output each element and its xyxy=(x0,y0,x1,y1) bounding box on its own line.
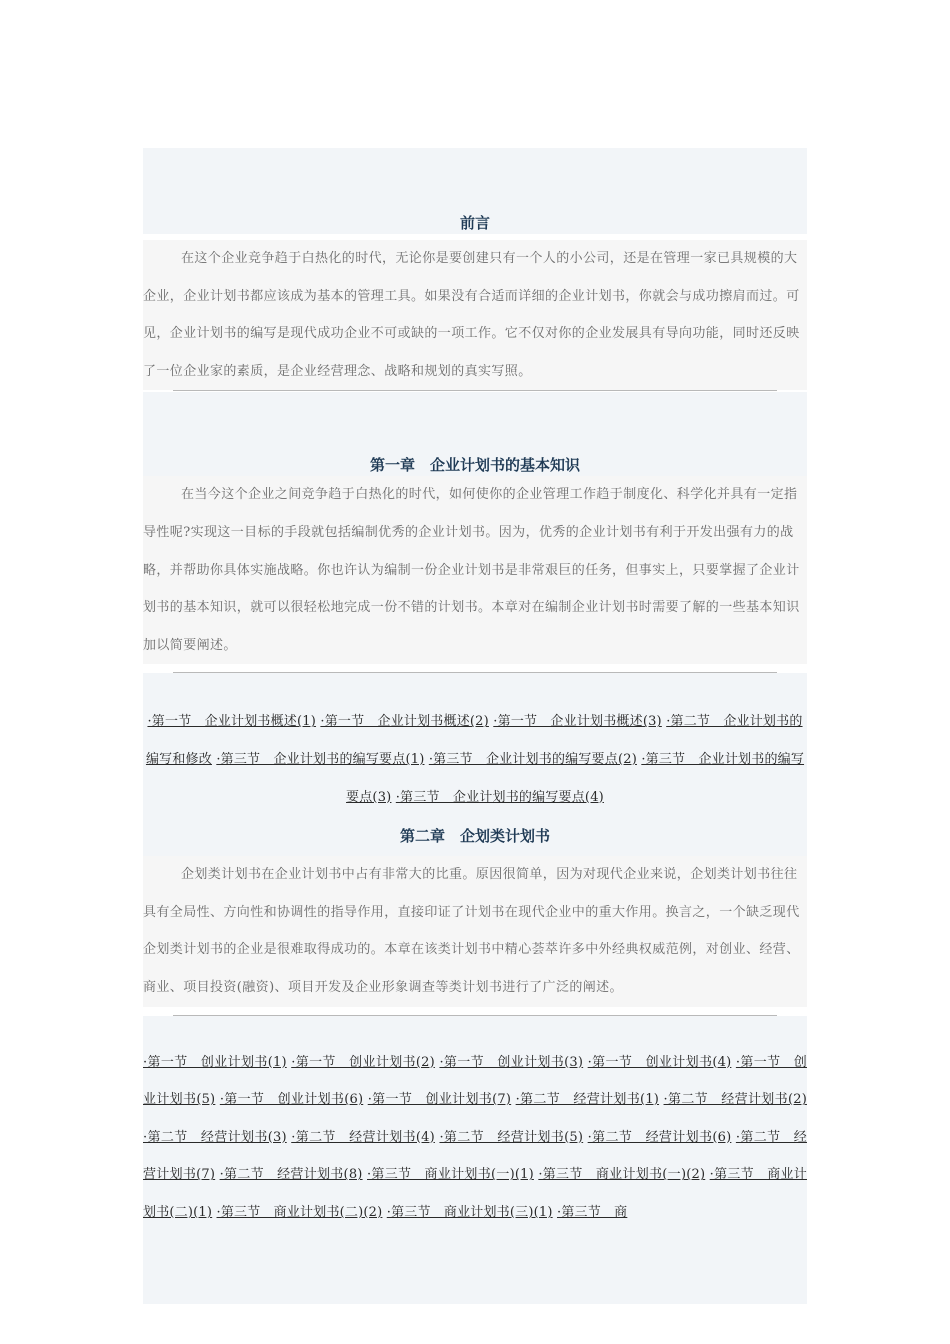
section-link[interactable]: ·第二节 经营计划书(5) xyxy=(439,1129,584,1145)
preface-header xyxy=(143,148,807,234)
chapter2-text-box xyxy=(143,856,807,1006)
section-link[interactable]: ·第一节 创业计划书(5) xyxy=(143,1054,807,1108)
chapter2-link-list xyxy=(143,1044,807,1232)
document-page xyxy=(143,148,807,1304)
preface-title: 前言 xyxy=(459,214,490,232)
section-link[interactable]: ·第一节 创业计划书(7) xyxy=(367,1092,512,1108)
chapter1-section-links xyxy=(143,673,807,856)
chapter2-paragraph: 企划类计划书在企业计划书中占有非常大的比重。原因很简单，因为对现代企业来说，企划类计划书往往具有全局性、方向性和协调性的指导作用，直接印证了计划书在现代企业中的重大作用。换言之，一个缺乏现代企划类计划书的企业是很难取得成功的。本章在该类计划书中精心荟萃许多中外经典权威范例，对创业、经营、商业、项目投资(融资)、项目开发及企业形象调查等类计划书进行了广泛的阐述。 xyxy=(143,867,800,995)
section-link[interactable]: ·第二节 经营计划书(1) xyxy=(515,1092,660,1108)
section-link[interactable]: ·第二节 经营计划书(6) xyxy=(587,1129,732,1145)
preface-text-box xyxy=(143,240,807,390)
preface-paragraph: 在这个企业竞争趋于白热化的时代，无论你是要创建只有一个人的小公司，还是在管理一家已具规模的大企业，企业计划书都应该成为基本的管理工具。如果没有合适而详细的企业计划书，你就会与成功擦肩而过。可见，企业计划书的编写是现代成功企业不可或缺的一项工作。它不仅对你的企业发展具有导向功能，同时还反映了一位企业家的素质，是企业经营理念、战略和规划的真实写照。 xyxy=(143,251,800,379)
section-link[interactable]: ·第三节 商业计划书(二)(1) xyxy=(143,1167,807,1220)
section-link[interactable]: ·第一节 创业计划书(6) xyxy=(219,1092,364,1108)
section-link[interactable]: ·第三节 企业计划书的编写要点(3) xyxy=(346,751,805,805)
section-link[interactable]: ·第一节 创业计划书(2) xyxy=(291,1054,435,1070)
chapter2-title: 第二章 企划类计划书 xyxy=(399,827,550,846)
section-link[interactable]: ·第一节 创业计划书(4) xyxy=(587,1054,732,1070)
section-link[interactable]: ·第三节 企业计划书的编写要点(4) xyxy=(395,789,604,805)
section-link[interactable]: ·第一节 创业计划书(3) xyxy=(439,1054,584,1070)
section-link[interactable]: ·第二节 经营计划书(4) xyxy=(291,1129,435,1145)
section-link[interactable]: ·第二节 经营计划书(3) xyxy=(143,1129,287,1145)
section-link[interactable]: ·第一节 企业计划书概述(3) xyxy=(493,714,662,730)
chapter1-text-box xyxy=(143,476,807,664)
chapter1-paragraph: 在当今这个企业之间竞争趋于白热化的时代，如何使你的企业管理工作趋于制度化、科学化并具有一定指导性呢?实现这一目标的手段就包括编制优秀的企业计划书。因为，优秀的企业计划书有利于开发出强有力的战略，并帮助你具体实施战略。你也许认为编制一份企业计划书是非常艰巨的任务，但事实上，只要掌握了企业计划书的基本知识，就可以很轻松地完成一份不错的计划书。本章对在编制企业计划书时需要了解的一些基本知识加以简要阐述。 xyxy=(143,487,800,653)
section-link[interactable]: ·第一节 创业计划书(1) xyxy=(143,1054,287,1070)
section-link[interactable]: ·第二节 企业计划书的编写和修改 xyxy=(145,714,803,767)
section-link[interactable]: ·第三节 商业计划书(一)(1) xyxy=(367,1167,534,1183)
chapter2-section-links xyxy=(143,1016,807,1304)
section-link[interactable]: ·第二节 经营计划书(8) xyxy=(219,1167,363,1183)
section-link[interactable]: ·第三节 企业计划书的编写要点(1) xyxy=(216,751,425,767)
chapter1-header xyxy=(143,392,807,476)
section-link[interactable]: ·第三节 商业计划书(一)(2) xyxy=(538,1167,706,1183)
section-link[interactable]: ·第三节 商 xyxy=(556,1204,628,1220)
section-link[interactable]: ·第三节 商业计划书(二)(2) xyxy=(216,1204,383,1220)
chapter1-title: 第一章 企业计划书的基本知识 xyxy=(369,456,580,475)
section-link[interactable]: ·第一节 企业计划书概述(2) xyxy=(320,714,489,730)
section-link[interactable]: ·第三节 企业计划书的编写要点(2) xyxy=(428,751,637,767)
divider xyxy=(173,390,777,391)
section-link[interactable]: ·第二节 经营计划书(2) xyxy=(663,1092,807,1108)
section-link[interactable]: ·第三节 商业计划书(三)(1) xyxy=(386,1204,553,1220)
section-link[interactable]: ·第二节 经营计划书(7) xyxy=(143,1129,807,1183)
chapter1-link-list xyxy=(143,703,807,816)
section-link[interactable]: ·第一节 企业计划书概述(1) xyxy=(147,714,317,730)
